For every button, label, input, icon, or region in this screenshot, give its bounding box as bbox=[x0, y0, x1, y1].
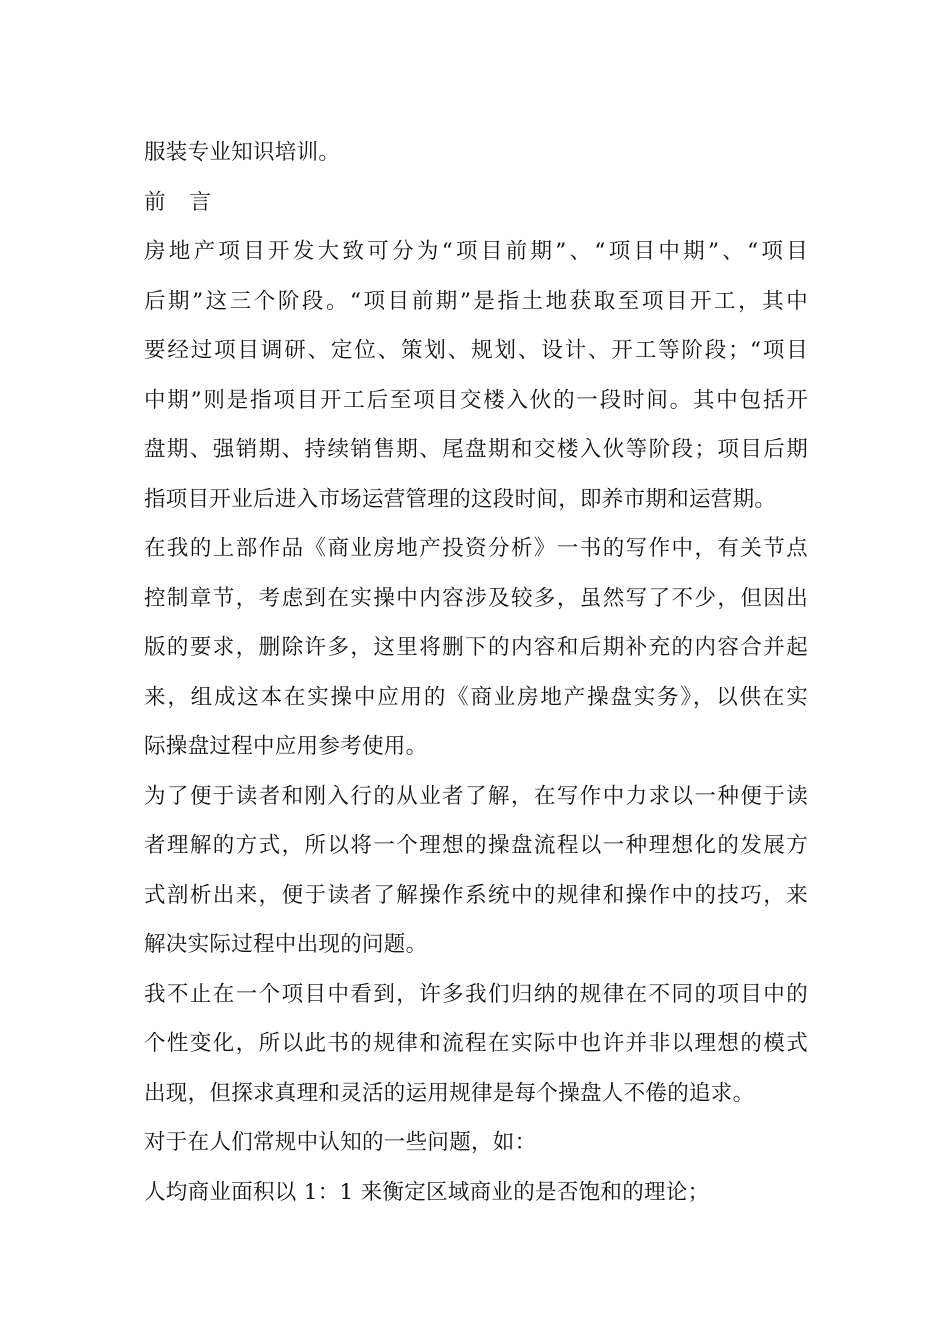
paragraph-line: 盘期、强销期、持续销售期、尾盘期和交楼入伙等阶段；项目后期 bbox=[144, 437, 808, 462]
paragraph-line: 出现，但探求真理和灵活的运用规律是每个操盘人不倦的追求。 bbox=[144, 1080, 755, 1106]
paragraph-1 bbox=[144, 227, 808, 524]
paragraph-line: 后期”这三个阶段。“项目前期”是指土地获取至项目开工，其中 bbox=[144, 288, 808, 314]
paragraph-5 bbox=[144, 1118, 808, 1168]
paragraph-line: 际操盘过程中应用参考使用。 bbox=[144, 734, 428, 759]
paragraph-6 bbox=[144, 1168, 808, 1218]
paragraph-line: 者理解的方式，所以将一个理想的操盘流程以一种理想化的发展方 bbox=[144, 833, 808, 858]
heading-char-2: 言 bbox=[189, 189, 212, 215]
title-line: 服装专业知识培训。 bbox=[144, 140, 341, 165]
paragraph-line: 人均商业面积以 1：1 来衡定区域商业的是否饱和的理论； bbox=[144, 1179, 710, 1205]
paragraph-line: 我不止在一个项目中看到，许多我们归纳的规律在不同的项目中的 bbox=[144, 981, 808, 1007]
paragraph-2 bbox=[144, 524, 808, 772]
paragraph-line: 来，组成这本在实操中应用的《商业房地产操盘实务》，以供在实 bbox=[144, 684, 808, 710]
paragraph-line: 房地产项目开发大致可分为“项目前期”、“项目中期”、“项目 bbox=[144, 239, 808, 264]
paragraph-line: 解决实际过程中出现的问题。 bbox=[144, 932, 428, 957]
paragraph-3 bbox=[144, 772, 808, 970]
paragraph-line: 要经过项目调研、定位、策划、规划、设计、开工等阶段；“项目 bbox=[144, 338, 808, 363]
paragraph-line: 为了便于读者和刚入行的从业者了解，在写作中力求以一种便于读 bbox=[144, 783, 808, 809]
section-heading bbox=[144, 178, 808, 228]
paragraph-line: 式剖析出来，便于读者了解操作系统中的规律和操作中的技巧，来 bbox=[144, 882, 808, 908]
paragraph-line: 指项目开业后进入市场运营管理的这段时间，即养市期和运营期。 bbox=[144, 486, 777, 512]
heading-char-1: 前 bbox=[144, 189, 166, 215]
paragraph-line: 控制章节，考虑到在实操中内容涉及较多，虽然写了不少，但因出 bbox=[144, 585, 808, 611]
paragraph-line: 对于在人们常规中认知的一些问题，如： bbox=[144, 1130, 537, 1155]
document-body bbox=[144, 128, 808, 1217]
paragraph-line: 在我的上部作品《商业房地产投资分析》一书的写作中，有关节点 bbox=[144, 536, 808, 561]
paragraph-line: 版的要求，删除许多，这里将删下的内容和后期补充的内容合并起 bbox=[144, 635, 808, 660]
paragraph-line: 个性变化，所以此书的规律和流程在实际中也许并非以理想的模式 bbox=[144, 1031, 808, 1056]
paragraph-line: 中期”则是指项目开工后至项目交楼入伙的一段时间。其中包括开 bbox=[144, 387, 808, 413]
paragraph-4 bbox=[144, 970, 808, 1119]
